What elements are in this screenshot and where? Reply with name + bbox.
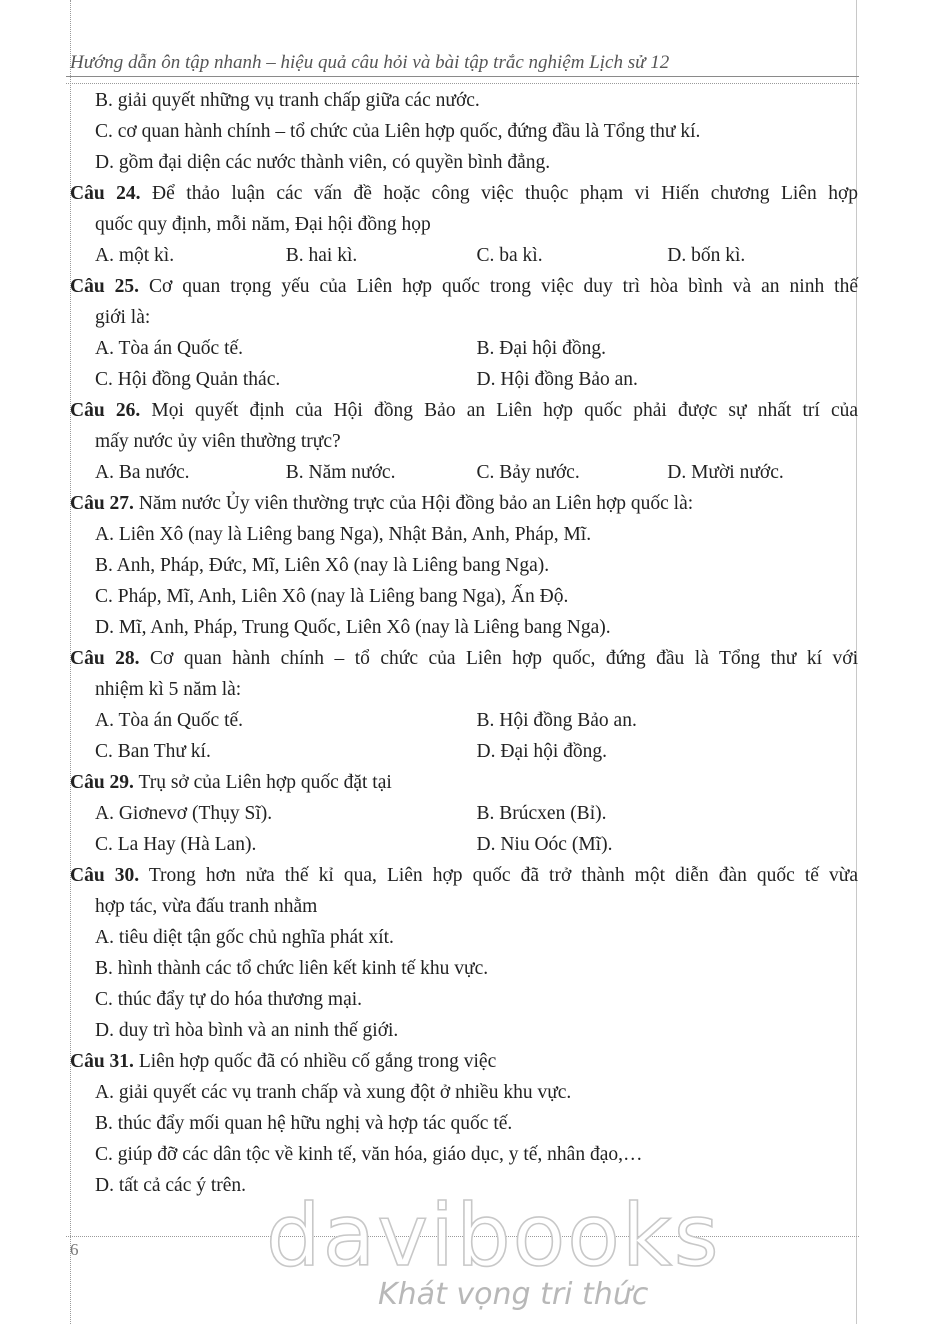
watermark-slogan: Khát vọng tri thức — [378, 1277, 649, 1312]
option-c: C. ba kì. — [476, 245, 543, 266]
header-rule — [66, 76, 859, 77]
question-26 — [70, 395, 858, 488]
option-b: B. hình thành các tổ chức liên kết kinh tế khu vực. — [95, 958, 489, 979]
question-text-cont: quốc quy định, mỗi năm, Đại hội đồng họp — [95, 214, 431, 235]
option-b: B. Anh, Pháp, Đức, Mĩ, Liên Xô (nay là Liêng bang Nga). — [95, 555, 550, 576]
question-number: Câu 26. — [70, 400, 141, 421]
option-a: A. giải quyết các vụ tranh chấp và xung đột ở nhiều khu vực. — [95, 1082, 572, 1103]
question-text: Liên hợp quốc đã có nhiều cố gắng trong việc — [138, 1051, 497, 1072]
question-29 — [70, 767, 858, 860]
option-d: D. Mười nước. — [667, 462, 784, 483]
carryover-option: B. giải quyết những vụ tranh chấp giữa các nước. — [95, 90, 480, 111]
question-number: Câu 28. — [70, 648, 140, 669]
option-c: C. thúc đẩy tự do hóa thương mại. — [95, 989, 363, 1010]
option-b: B. Năm nước. — [285, 462, 396, 483]
option-b: B. Hội đồng Bảo an. — [476, 710, 637, 731]
option-a: A. một kì. — [95, 245, 175, 266]
option-c: C. Pháp, Mĩ, Anh, Liên Xô (nay là Liêng bang Nga), Ấn Độ. — [95, 586, 569, 607]
question-30 — [70, 860, 858, 1046]
option-b: B. thúc đẩy mối quan hệ hữu nghị và hợp tác quốc tế. — [95, 1113, 513, 1134]
question-25 — [70, 271, 858, 395]
option-d: D. Hội đồng Bảo an. — [476, 369, 638, 390]
option-a: A. Tòa án Quốc tế. — [95, 338, 244, 359]
option-c: C. Hội đồng Quản thác. — [95, 369, 281, 390]
question-text: Để thảo luận các vấn đề hoặc công việc thuộc phạm vi Hiến chương Liên hợp — [152, 183, 859, 204]
question-text-cont: hợp tác, vừa đấu tranh nhằm — [95, 896, 318, 917]
option-d: D. tất cả các ý trên. — [95, 1175, 247, 1196]
options-row — [70, 333, 858, 364]
page-body — [70, 85, 858, 1201]
question-number: Câu 25. — [70, 276, 140, 297]
option-c: C. La Hay (Hà Lan). — [95, 834, 257, 855]
option-a: A. Ba nước. — [95, 462, 190, 483]
option-d: D. bốn kì. — [667, 245, 746, 266]
option-b: B. Đại hội đồng. — [476, 338, 606, 359]
question-number: Câu 27. — [70, 493, 134, 514]
options-row — [70, 364, 858, 395]
question-text: Trụ sở của Liên hợp quốc đặt tại — [138, 772, 392, 793]
question-text: Cơ quan trọng yếu của Liên hợp quốc trong việc duy trì hòa bình và an ninh thế — [149, 276, 858, 297]
option-d: D. Mĩ, Anh, Pháp, Trung Quốc, Liên Xô (nay là Liêng bang Nga). — [95, 617, 611, 638]
question-27 — [70, 488, 858, 643]
question-text: Trong hơn nửa thế kỉ qua, Liên hợp quốc đã trở thành một diễn đàn quốc tế vừa — [148, 865, 858, 886]
header-guide — [66, 83, 859, 84]
watermark-brand: davibooks — [266, 1186, 721, 1286]
option-b: B. hai kì. — [285, 245, 358, 266]
question-text-cont: mấy nước ủy viên thường trực? — [95, 431, 341, 452]
question-number: Câu 30. — [70, 865, 140, 886]
options-row — [70, 736, 858, 767]
option-d: D. Đại hội đồng. — [476, 741, 608, 762]
option-c: C. giúp đỡ các dân tộc về kinh tế, văn hóa, giáo dục, y tế, nhân đạo,… — [95, 1144, 643, 1165]
question-31 — [70, 1046, 858, 1201]
carryover-option: D. gồm đại diện các nước thành viên, có quyền bình đẳng. — [95, 152, 551, 173]
question-number: Câu 29. — [70, 772, 134, 793]
option-a: A. tiêu diệt tận gốc chủ nghĩa phát xít. — [95, 927, 394, 948]
running-header: Hướng dẫn ôn tập nhanh – hiệu quả câu hỏi và bài tập trắc nghiệm Lịch sử 12 — [70, 52, 670, 73]
page-number: 6 — [70, 1240, 79, 1259]
carryover-option: C. cơ quan hành chính – tổ chức của Liên hợp quốc, đứng đầu là Tổng thư kí. — [95, 121, 701, 142]
question-text: Mọi quyết định của Hội đồng Bảo an Liên hợp quốc phải được sự nhất trí của — [151, 400, 858, 421]
question-text: Cơ quan hành chính – tổ chức của Liên hợp quốc, đứng đầu là Tổng thư kí với — [150, 648, 859, 669]
option-a: A. Giơnevơ (Thụy Sĩ). — [95, 803, 273, 824]
question-text: Năm nước Ủy viên thường trực của Hội đồng bảo an Liên hợp quốc là: — [138, 493, 694, 514]
question-24 — [70, 178, 858, 271]
options-row — [70, 240, 858, 271]
option-d: D. duy trì hòa bình và an ninh thế giới. — [95, 1020, 399, 1041]
options-row — [70, 829, 858, 860]
options-row — [70, 798, 858, 829]
options-row — [70, 457, 858, 488]
option-a: A. Liên Xô (nay là Liêng bang Nga), Nhật Bản, Anh, Pháp, Mĩ. — [95, 524, 592, 545]
question-text-cont: nhiệm kì 5 năm là: — [95, 679, 242, 700]
question-number: Câu 31. — [70, 1051, 134, 1072]
option-b: B. Brúcxen (Bỉ). — [476, 803, 607, 824]
option-c: C. Ban Thư kí. — [95, 741, 211, 762]
options-row — [70, 705, 858, 736]
question-text-cont: giới là: — [95, 307, 151, 328]
question-number: Câu 24. — [70, 183, 141, 204]
option-c: C. Bảy nước. — [476, 462, 580, 483]
question-28 — [70, 643, 858, 767]
option-d: D. Niu Oóc (Mĩ). — [476, 834, 613, 855]
option-a: A. Tòa án Quốc tế. — [95, 710, 244, 731]
